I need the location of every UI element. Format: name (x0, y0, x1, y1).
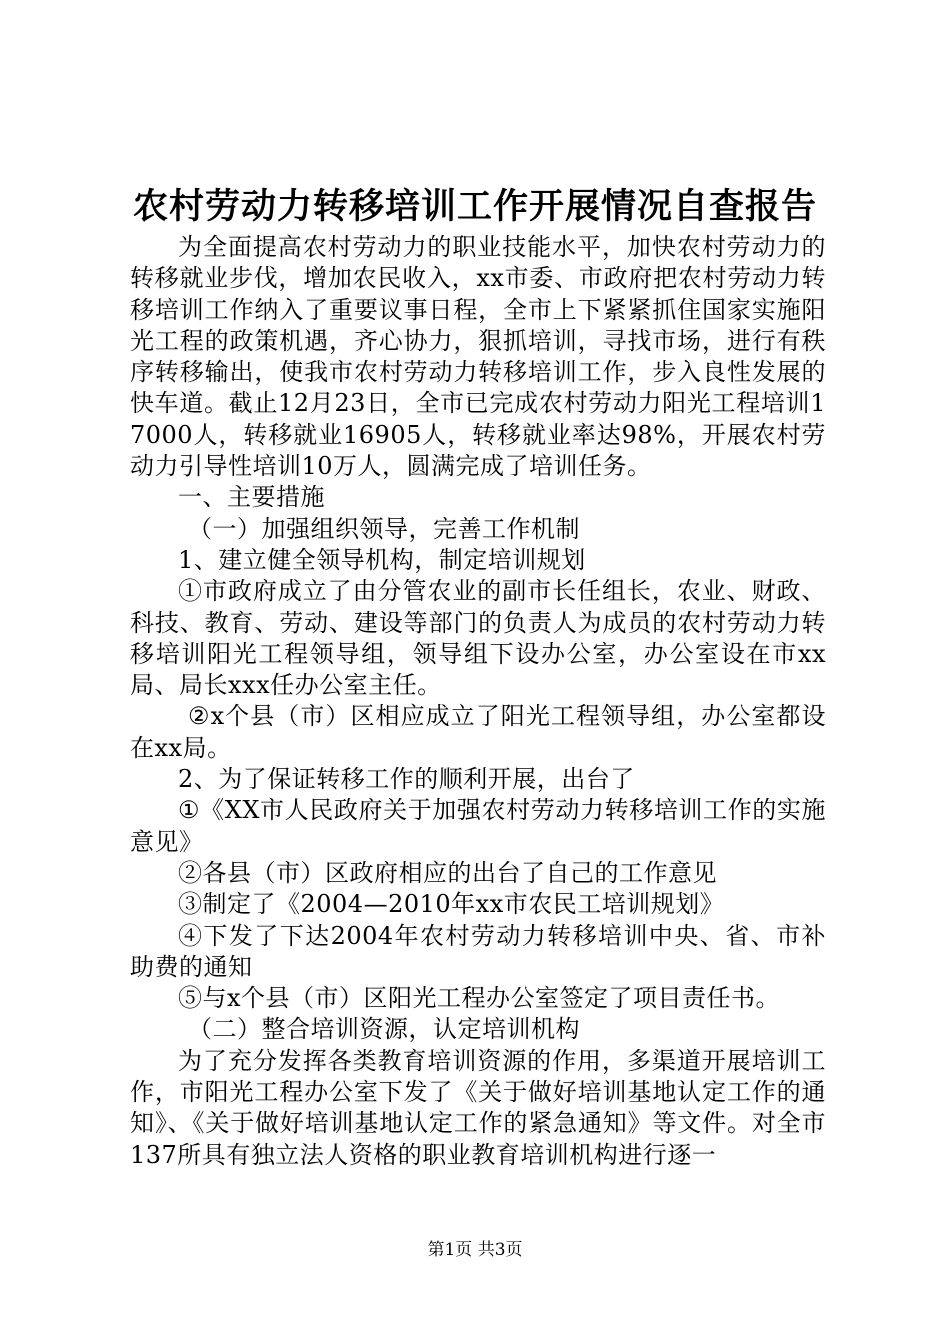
list-item: ⑤与x个县（市）区阳光工程办公室签定了项目责任书。 (178, 984, 781, 1013)
document-title: 农村劳动力转移培训工作开展情况自查报告 (132, 186, 817, 227)
item-heading: 2、为了保证转移工作的顺利开展，出台了 (178, 765, 635, 794)
list-item: ①《XX市人民政府关于加强农村劳动力转移培训工作的实施意见》 (130, 796, 826, 856)
list-item: ①市政府成立了由分管农业的副市长任组长，农业、财政、科技、教育、劳动、建设等部门的负责人为成员的农村劳动力转移培训阳光工程领导组，领导组下设办公室，办公室设在市xx局、局长xxx任办公室主任。 (130, 577, 826, 700)
section-heading: 一、主要措施 (178, 483, 325, 512)
subsection-heading: （一）加强组织领导，完善工作机制 (188, 514, 580, 543)
subsection-heading: （二）整合培训资源，认定培训机构 (188, 1015, 580, 1044)
list-item: ④下发了下达2004年农村劳动力转移培训中央、省、市补助费的通知 (130, 921, 826, 981)
intro-paragraph: 为全面提高农村劳动力的职业技能水平，加快农村劳动力的转移就业步伐，增加农民收入，xx市委、市政府把农村劳动力转移培训工作纳入了重要议事日程，全市上下紧紧抓住国家实施阳光工程的政策机遇，齐心协力，狠抓培训，寻找市场，进行有秩序转移输出，使我市农村劳动力转移培训工作，步入良性发展的快车道。截止12月23日，全市已完成农村劳动力阳光工程培训17000人，转移就业16905人，转移就业率达98%，开展农村劳动力引导性培训10万人，圆满完成了培训任务。 (130, 233, 826, 481)
list-item: ②x个县（市）区相应成立了阳光工程领导组，办公室都设在xx局。 (130, 702, 826, 762)
item-heading: 1、建立健全领导机构，制定培训规划 (178, 545, 586, 574)
body-paragraph: 为了充分发挥各类教育培训资源的作用，多渠道开展培训工作，市阳光工程办公室下发了《关于做好培训基地认定工作的通知》、《关于做好培训基地认定工作的紧急通知》等文件。对全市137所具有独立法人资格的职业教育培训机构进行逐一 (130, 1046, 826, 1169)
document-body (130, 232, 826, 1171)
list-item: ③制定了《2004—2010年xx市农民工培训规划》 (178, 890, 725, 919)
list-item: ②各县（市）区政府相应的出台了自己的工作意见 (178, 858, 717, 887)
page-footer: 第1页 共3页 (427, 1240, 523, 1260)
